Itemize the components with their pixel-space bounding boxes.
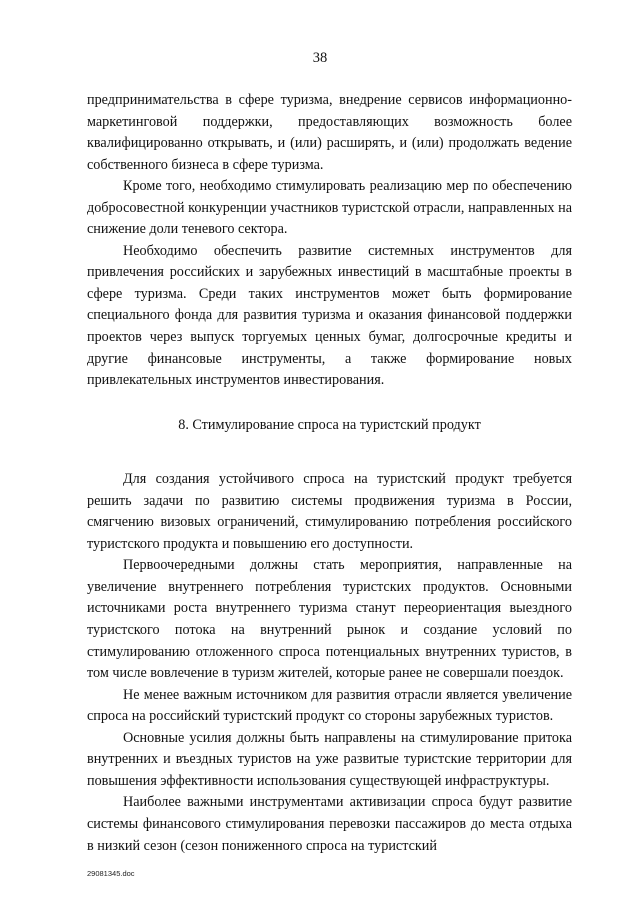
paragraph: Основные усилия должны быть направлены на стимулирование притока внутренних и въездных туристов на уже развитые туристские территории для повышения эффективности использования существующей инфраструктуры.: [87, 729, 572, 789]
paragraph: Кроме того, необходимо стимулировать реализацию мер по обеспечению добросовестной конкуренции участников туристской отрасли, направленных на снижение доли теневого сектора.: [87, 178, 572, 238]
paragraph: Для создания устойчивого спроса на туристский продукт требуется решить задачи по развитию системы продвижения туризма в России, смягчению визовых ограничений, стимулированию потребления российского туристского продукта и повышению его доступности.: [87, 471, 572, 552]
footer-doc-id: 29081345.doc: [87, 869, 135, 878]
paragraph-continuation: предпринимательства в сфере туризма, внедрение сервисов информационно-маркетинговой поддержки, предоставляющих возможность более квалифицированно открывать, и (или) расширять, и (или) продолжать ведение собственного бизнеса в сфере туризма.: [87, 92, 572, 173]
paragraph: Первоочередными должны стать мероприятия, направленные на увеличение внутреннего потребления туристских продуктов. Основными источниками роста внутреннего туризма станут переориентация выездного туристского потока на внутренний рынок и создание условий по стимулированию отложенного спроса потенциальных внутренних туристов, в том числе вовлечение в туризм жителей, которые ранее не совершали поездок.: [87, 557, 572, 682]
paragraph: Не менее важным источником для развития отрасли является увеличение спроса на российский туристский продукт со стороны зарубежных туристов.: [87, 686, 572, 725]
section-heading: 8. Стимулирование спроса на туристский продукт: [178, 416, 481, 433]
paragraph-continues-next-page: Наиболее важными инструментами активизации спроса будут развитие системы финансового стимулирования перевозки пассажиров до места отдыха в низкий сезон (сезон пониженного спроса на туристский: [87, 794, 572, 854]
document-body: [87, 90, 572, 857]
page-number: 38: [312, 50, 328, 66]
paragraph: Необходимо обеспечить развитие системных инструментов для привлечения российских и зарубежных инвестиций в масштабные проекты в сфере туризма. Среди таких инструментов может быть формирование специального фонда для развития туризма и оказания финансовой поддержки проектов через выпуск торгуемых ценных бумаг, долгосрочные кредиты и другие финансовые инструменты, а также формирование новых привлекательных инструментов инвестирования.: [87, 242, 572, 389]
